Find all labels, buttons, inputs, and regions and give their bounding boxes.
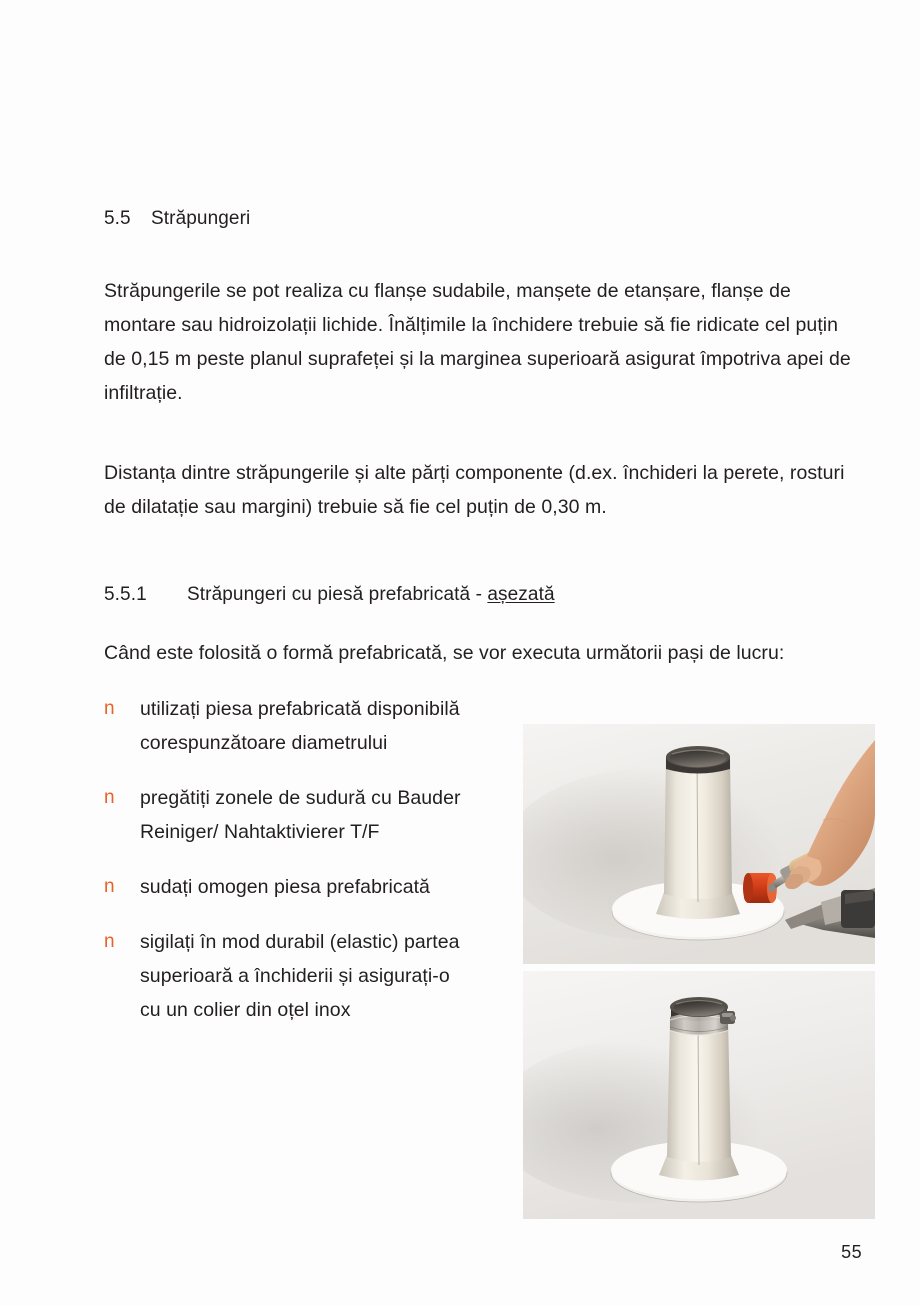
subsection-heading	[104, 582, 864, 608]
subsection-number: 5.5.1	[104, 584, 147, 605]
list-item-text: utilizați piesa prefabricată disponibilă corespunzătoare diametrului	[140, 698, 460, 754]
section-title: Străpungeri	[151, 208, 251, 229]
subsection-title-underlined: așezată	[487, 584, 555, 605]
paragraph-intro-2: Distanța dintre străpungerile și alte părți componente (d.ex. închideri la perete, rosturi de dilatație sau margini) trebuie să fie cel puțin de 0,30 m.	[104, 462, 845, 518]
list-item	[104, 870, 464, 904]
figure-welding-roller-photo	[523, 724, 875, 964]
work-steps-list	[104, 692, 464, 1027]
section-number: 5.5	[104, 208, 131, 229]
subsection-title-prefix: Străpungeri cu piesă prefabricată -	[187, 584, 488, 605]
figure-finished-collar-photo	[523, 971, 875, 1219]
paragraph-intro-1: Străpungerile se pot realiza cu flanșe sudabile, manșete de etanșare, flanșe de montare sau hidroizolații lichide. Înălțimile la închidere trebuie să fie ridicate cel puțin de 0,15 m peste planul suprafeței și la marginea superioară asigurat împotriva apei de infiltrație.	[104, 280, 851, 404]
bullet-square-icon: n	[104, 876, 115, 897]
spacer	[104, 438, 864, 456]
spacer	[104, 552, 864, 582]
subsection-title	[187, 582, 555, 608]
list-item	[104, 692, 464, 760]
list-item-text: pregătiți zonele de sudură cu Bauder Reiniger/ Nahtaktivierer T/F	[140, 787, 461, 843]
paragraph-intro-3: Când este folosită o formă prefabricată, se vor executa următorii pași de lucru:	[104, 642, 785, 664]
list-item-text: sudați omogen piesa prefabricată	[140, 876, 430, 898]
bullet-square-icon: n	[104, 931, 115, 952]
section-heading	[104, 206, 864, 232]
page-number: 55	[841, 1242, 862, 1262]
photo-2-illustration	[523, 971, 875, 1219]
list-item-text: sigilați în mod durabil (elastic) partea superioară a închiderii și asigurați-o cu un colier din oțel inox	[140, 931, 460, 1021]
bullet-square-icon: n	[104, 787, 115, 808]
list-item	[104, 781, 464, 849]
list-item	[104, 925, 464, 1027]
bullet-square-icon: n	[104, 698, 115, 719]
photo-1-illustration	[523, 724, 875, 964]
